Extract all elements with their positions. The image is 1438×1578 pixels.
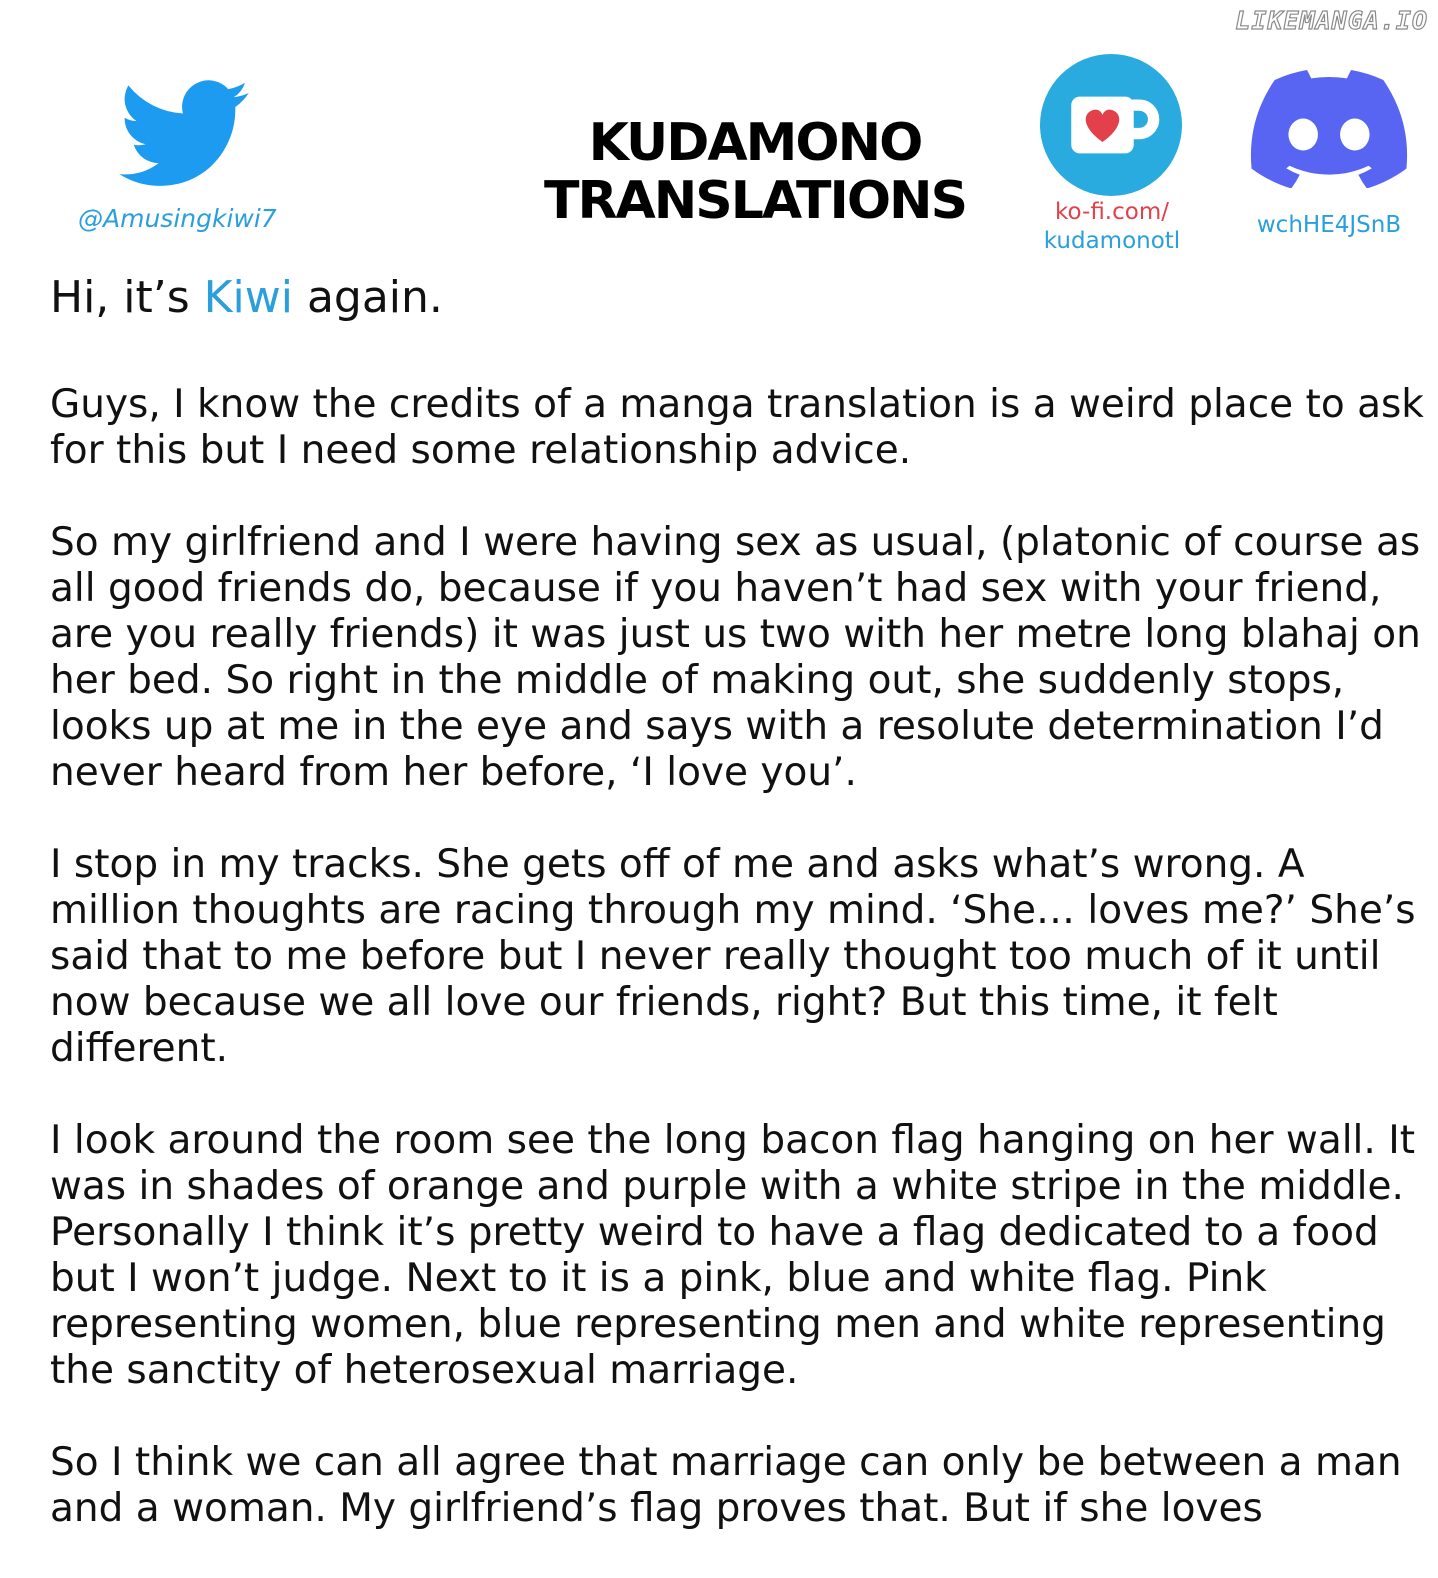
kofi-link-line1: ko-fi.com/ <box>1055 199 1169 225</box>
twitter-handle[interactable]: @Amusingkiwi7 <box>78 204 277 233</box>
greeting-name: Kiwi <box>203 272 293 323</box>
paragraph: Guys, I know the credits of a manga translation is a weird place to ask for this but I need some relationship advice. <box>50 382 1424 473</box>
brand-title-line2: TRANSLATIONS <box>543 171 967 231</box>
brand-title-line1: KUDAMONO <box>588 113 922 173</box>
discord-invite-code[interactable]: wchHE4JSnB <box>1256 212 1402 238</box>
discord-icon[interactable] <box>1250 70 1408 188</box>
kofi-cup-icon[interactable] <box>1040 54 1182 196</box>
credits-header <box>0 0 1438 265</box>
paragraph: I stop in my tracks. She gets off of me and asks what’s wrong. A million thoughts are racing through my mind. ‘She… loves me?’ She’s said that to me before but I never really thought too much of it until now because we all love our friends, right? But this time, it felt different. <box>50 842 1416 1071</box>
paragraph: So I think we can all agree that marriage can only be between a man and a woman. My girlfriend’s flag proves that. But if she loves <box>50 1440 1402 1531</box>
twitter-bird-icon[interactable] <box>118 80 250 188</box>
watermark: LIKEMANGA.IO <box>1235 6 1428 35</box>
greeting <box>50 270 1425 326</box>
kofi-link-line2: kudamonotl <box>1043 228 1181 254</box>
greeting-prefix: Hi, it’s <box>50 272 204 323</box>
brand-title <box>520 114 990 230</box>
paragraph: So my girlfriend and I were having sex as usual, (platonic of course as all good friends do, because if you haven’t had sex with your friend, are you really friends) it was just us two with her metre long blahaj on her bed. So right in the middle of making out, she suddenly stops, looks up at me in the eye and says with a resolute determination I’d never heard from her before, ‘I love you’. <box>50 520 1421 795</box>
greeting-suffix: again. <box>292 272 443 323</box>
kofi-link[interactable] <box>1026 198 1198 256</box>
message-body <box>50 270 1425 1578</box>
paragraph: I look around the room see the long bacon flag hanging on her wall. It was in shades of orange and purple with a white stripe in the middle. Personally I think it’s pretty weird to have a flag dedicated to a food but I won’t judge. Next to it is a pink, blue and white flag. Pink representing women, blue representing men and white representing the sanctity of heterosexual marriage. <box>50 1118 1415 1393</box>
